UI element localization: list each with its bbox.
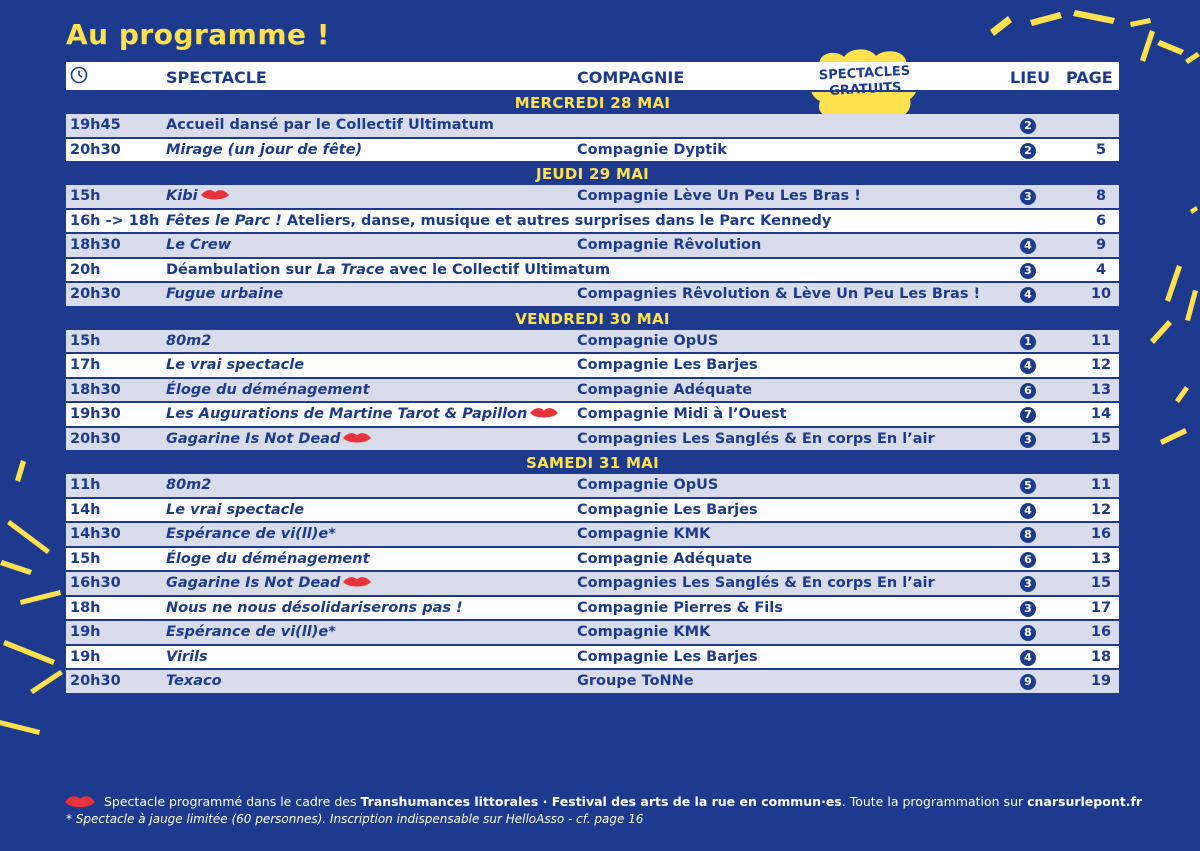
show-time: 15h — [70, 332, 101, 349]
day-heading: VENDREDI 30 MAI — [515, 309, 670, 328]
show-cell — [166, 649, 208, 665]
company-name: Compagnie Rêvolution — [577, 237, 762, 253]
show-title: Le vrai spectacle — [166, 501, 305, 518]
table-row — [66, 499, 1119, 524]
venue-badge: 1 — [1020, 334, 1036, 350]
lips-icon — [529, 406, 559, 420]
show-time: 16h30 — [70, 575, 121, 591]
venue-badge: 3 — [1020, 432, 1036, 448]
clock-icon — [70, 66, 88, 84]
page-number: 4 — [1095, 261, 1107, 278]
company-name: Compagnie KMK — [577, 624, 711, 640]
show-time: 20h30 — [70, 141, 121, 158]
page-number: 12 — [1090, 501, 1112, 518]
table-row — [66, 474, 1119, 499]
venue-badge: 2 — [1020, 143, 1036, 159]
show-cell — [166, 406, 559, 422]
show-cell — [166, 600, 463, 616]
page-number: 8 — [1095, 188, 1107, 204]
show-title: Mirage (un jour de fête) — [166, 141, 363, 158]
company-name: Groupe ToNNe — [577, 673, 694, 689]
venue-number — [1020, 237, 1036, 254]
table-row — [66, 548, 1119, 573]
header-venue: LIEU — [1010, 68, 1051, 87]
table-row — [66, 114, 1119, 139]
show-time: 19h45 — [70, 117, 121, 133]
show-title: 80m2 — [166, 332, 212, 349]
show-cell — [166, 286, 283, 302]
show-title: 80m2 — [166, 477, 212, 493]
page-number: 19 — [1090, 673, 1112, 689]
company-name: Compagnie OpUS — [577, 332, 719, 349]
show-title: Fugue urbaine — [166, 286, 284, 302]
venue-badge: 4 — [1020, 238, 1036, 254]
venue-badge: 3 — [1020, 263, 1036, 279]
venue-badge: 7 — [1020, 407, 1036, 423]
venue-badge: 8 — [1020, 527, 1036, 543]
show-time: 11h — [70, 477, 101, 493]
day-heading: SAMEDI 31 MAI — [526, 454, 659, 472]
lips-icon — [342, 431, 372, 445]
show-title: Le Crew — [166, 237, 232, 253]
footer-text-c: . Toute la programmation sur — [841, 794, 1028, 809]
company-name: Compagnies Rêvolution & Lève Un Peu Les Bras ! — [577, 286, 981, 302]
show-cell — [166, 213, 831, 229]
program-table — [66, 62, 1119, 695]
venue-badge: 3 — [1020, 576, 1036, 592]
show-time: 14h30 — [70, 526, 121, 542]
venue-number — [1020, 502, 1036, 519]
venue-number — [1020, 382, 1036, 399]
company-name: Compagnie Les Barjes — [577, 648, 758, 665]
venue-number — [1020, 406, 1036, 423]
show-cell — [166, 526, 336, 542]
venue-number — [1020, 117, 1036, 134]
lips-icon — [200, 188, 230, 202]
lips-icon — [64, 794, 96, 810]
company-name: Compagnies Les Sanglés & En corps En l’air — [577, 430, 935, 447]
page-number: 6 — [1095, 212, 1107, 229]
company-name: Compagnie Pierres & Fils — [577, 599, 783, 616]
show-cell — [166, 575, 372, 591]
page-number: 15 — [1090, 575, 1112, 591]
free-shows-badge — [805, 63, 925, 101]
day-heading: MERCREDI 28 MAI — [514, 94, 671, 112]
show-title: Kibi — [166, 188, 198, 204]
venue-badge: 6 — [1020, 552, 1036, 568]
table-row — [66, 283, 1119, 308]
company-name: Compagnie Lève Un Peu Les Bras ! — [577, 188, 861, 204]
venue-number — [1020, 575, 1036, 592]
show-cell — [166, 357, 304, 373]
show-title: Éloge du déménagement — [166, 381, 370, 398]
page-number: 18 — [1090, 648, 1112, 665]
table-row — [66, 621, 1119, 646]
table-row — [66, 572, 1119, 597]
show-cell — [166, 673, 222, 689]
table-row — [66, 428, 1119, 453]
company-name: Compagnie Adéquate — [577, 550, 753, 567]
show-cell — [166, 502, 304, 518]
venue-badge: 3 — [1020, 601, 1036, 617]
show-cell — [166, 333, 211, 349]
day-heading: JEUDI 29 MAI — [535, 165, 650, 183]
table-row — [66, 670, 1119, 695]
page-number: 9 — [1095, 237, 1107, 253]
venue-number — [1020, 526, 1036, 543]
show-time: 18h30 — [70, 237, 121, 253]
show-title: Ateliers, danse, musique et autres surprises dans le Parc Kennedy — [281, 212, 832, 229]
show-time: 19h — [70, 648, 101, 665]
show-title: Le vrai spectacle — [166, 357, 305, 373]
footer-note — [104, 794, 1142, 809]
table-row — [66, 379, 1119, 404]
page-number: 5 — [1095, 141, 1107, 158]
page-number: 16 — [1090, 624, 1112, 640]
venue-number — [1020, 649, 1036, 666]
venue-badge: 9 — [1020, 674, 1036, 690]
page-number: 16 — [1090, 526, 1112, 542]
page-number: 12 — [1090, 357, 1112, 373]
show-title: Gagarine Is Not Dead — [166, 430, 341, 447]
show-time: 18h30 — [70, 381, 121, 398]
show-cell — [166, 431, 372, 447]
venue-number — [1020, 431, 1036, 448]
page-number: 10 — [1090, 286, 1112, 302]
show-title: Nous ne nous désolidariserons pas ! — [166, 599, 463, 616]
show-cell — [166, 188, 230, 204]
table-row — [66, 597, 1119, 622]
footer-festival: Transhumances littorales · Festival des arts de la rue en commun·es — [360, 794, 842, 809]
header-company: COMPAGNIE — [577, 68, 685, 87]
show-cell — [166, 117, 494, 133]
table-row — [66, 330, 1119, 355]
table-row — [66, 234, 1119, 259]
days-container — [66, 92, 1119, 695]
table-row — [66, 403, 1119, 428]
table-row — [66, 523, 1119, 548]
show-title: Accueil dansé par le Collectif Ultimatum — [166, 117, 494, 133]
show-cell — [166, 624, 336, 640]
show-time: 20h30 — [70, 430, 121, 447]
venue-badge: 4 — [1020, 650, 1036, 666]
show-time: 17h — [70, 357, 101, 373]
venue-badge: 2 — [1020, 118, 1036, 134]
table-row — [66, 646, 1119, 671]
show-title: Texaco — [166, 673, 222, 689]
show-cell — [166, 382, 370, 398]
show-title: Espérance de vi(ll)e* — [166, 624, 336, 640]
table-row — [66, 210, 1119, 235]
badge-line1: SPECTACLES — [818, 63, 911, 84]
show-time: 20h30 — [70, 286, 121, 302]
lips-icon — [342, 575, 372, 589]
company-name: Compagnie Les Barjes — [577, 501, 758, 518]
page-number: 13 — [1090, 381, 1112, 398]
page-number: 11 — [1090, 477, 1112, 493]
show-title: Gagarine Is Not Dead — [166, 575, 341, 591]
company-name: Compagnie Midi à l’Ouest — [577, 406, 787, 422]
venue-number — [1020, 188, 1036, 205]
footer-website-link[interactable]: cnarsurlepont.fr — [1027, 794, 1143, 809]
table-row — [66, 259, 1119, 284]
venue-number — [1020, 551, 1036, 568]
show-prefix: Déambulation sur — [166, 261, 317, 278]
venue-badge: 5 — [1020, 478, 1036, 494]
venue-badge: 8 — [1020, 625, 1036, 641]
venue-number — [1020, 142, 1036, 159]
venue-badge: 4 — [1020, 287, 1036, 303]
venue-badge: 6 — [1020, 383, 1036, 399]
company-name: Compagnie Adéquate — [577, 381, 753, 398]
header-page: PAGE — [1066, 68, 1113, 87]
table-header — [66, 62, 1119, 92]
company-name: Compagnie Dyptik — [577, 141, 727, 158]
show-cell — [166, 477, 211, 493]
footer-limited-note: * Spectacle à jauge limitée (60 personnes). Inscription indispensable sur HelloAsso - cf. page 16 — [66, 812, 644, 826]
show-time: 20h — [70, 261, 101, 278]
page-title: Au programme ! — [66, 18, 331, 51]
show-cell — [166, 237, 231, 253]
page-number: 11 — [1090, 332, 1112, 349]
company-name: Compagnie Les Barjes — [577, 357, 758, 373]
table-row — [66, 185, 1119, 210]
show-title: Virils — [166, 648, 208, 665]
venue-number — [1020, 673, 1036, 690]
show-time: 14h — [70, 501, 101, 518]
company-name: Compagnies Les Sanglés & En corps En l’air — [577, 575, 935, 591]
header-show: SPECTACLE — [166, 68, 267, 87]
company-name: Compagnie KMK — [577, 526, 711, 542]
venue-number — [1020, 624, 1036, 641]
show-time: 16h -> 18h — [70, 212, 160, 229]
page-number: 14 — [1090, 406, 1112, 422]
badge-line2: GRATUITS — [828, 80, 902, 99]
company-name: Compagnie OpUS — [577, 477, 719, 493]
table-row — [66, 354, 1119, 379]
venue-number — [1020, 286, 1036, 303]
page-number: 15 — [1090, 430, 1112, 447]
show-highlight: Fêtes le Parc ! — [166, 212, 282, 229]
venue-badge: 3 — [1020, 189, 1036, 205]
show-time: 15h — [70, 188, 101, 204]
venue-number — [1020, 600, 1036, 617]
venue-number — [1020, 357, 1036, 374]
show-cell — [166, 551, 370, 567]
venue-badge: 4 — [1020, 503, 1036, 519]
venue-number — [1020, 262, 1036, 279]
show-time: 19h30 — [70, 406, 121, 422]
show-time: 19h — [70, 624, 101, 640]
show-title: Les Augurations de Martine Tarot & Papillon — [166, 406, 528, 422]
venue-number — [1020, 333, 1036, 350]
page-number: 13 — [1090, 550, 1112, 567]
venue-badge: 4 — [1020, 358, 1036, 374]
table-row — [66, 139, 1119, 164]
show-highlight: La Trace — [316, 261, 385, 278]
show-time: 18h — [70, 599, 101, 616]
show-title: avec le Collectif Ultimatum — [384, 261, 611, 278]
page-number: 17 — [1090, 599, 1112, 616]
show-title: Éloge du déménagement — [166, 550, 370, 567]
footer-text-a: Spectacle programmé dans le cadre des — [104, 794, 361, 809]
show-cell — [166, 142, 362, 158]
show-time: 15h — [70, 550, 101, 567]
show-time: 20h30 — [70, 673, 121, 689]
show-cell — [166, 262, 610, 278]
venue-number — [1020, 477, 1036, 494]
show-title: Espérance de vi(ll)e* — [166, 526, 336, 542]
